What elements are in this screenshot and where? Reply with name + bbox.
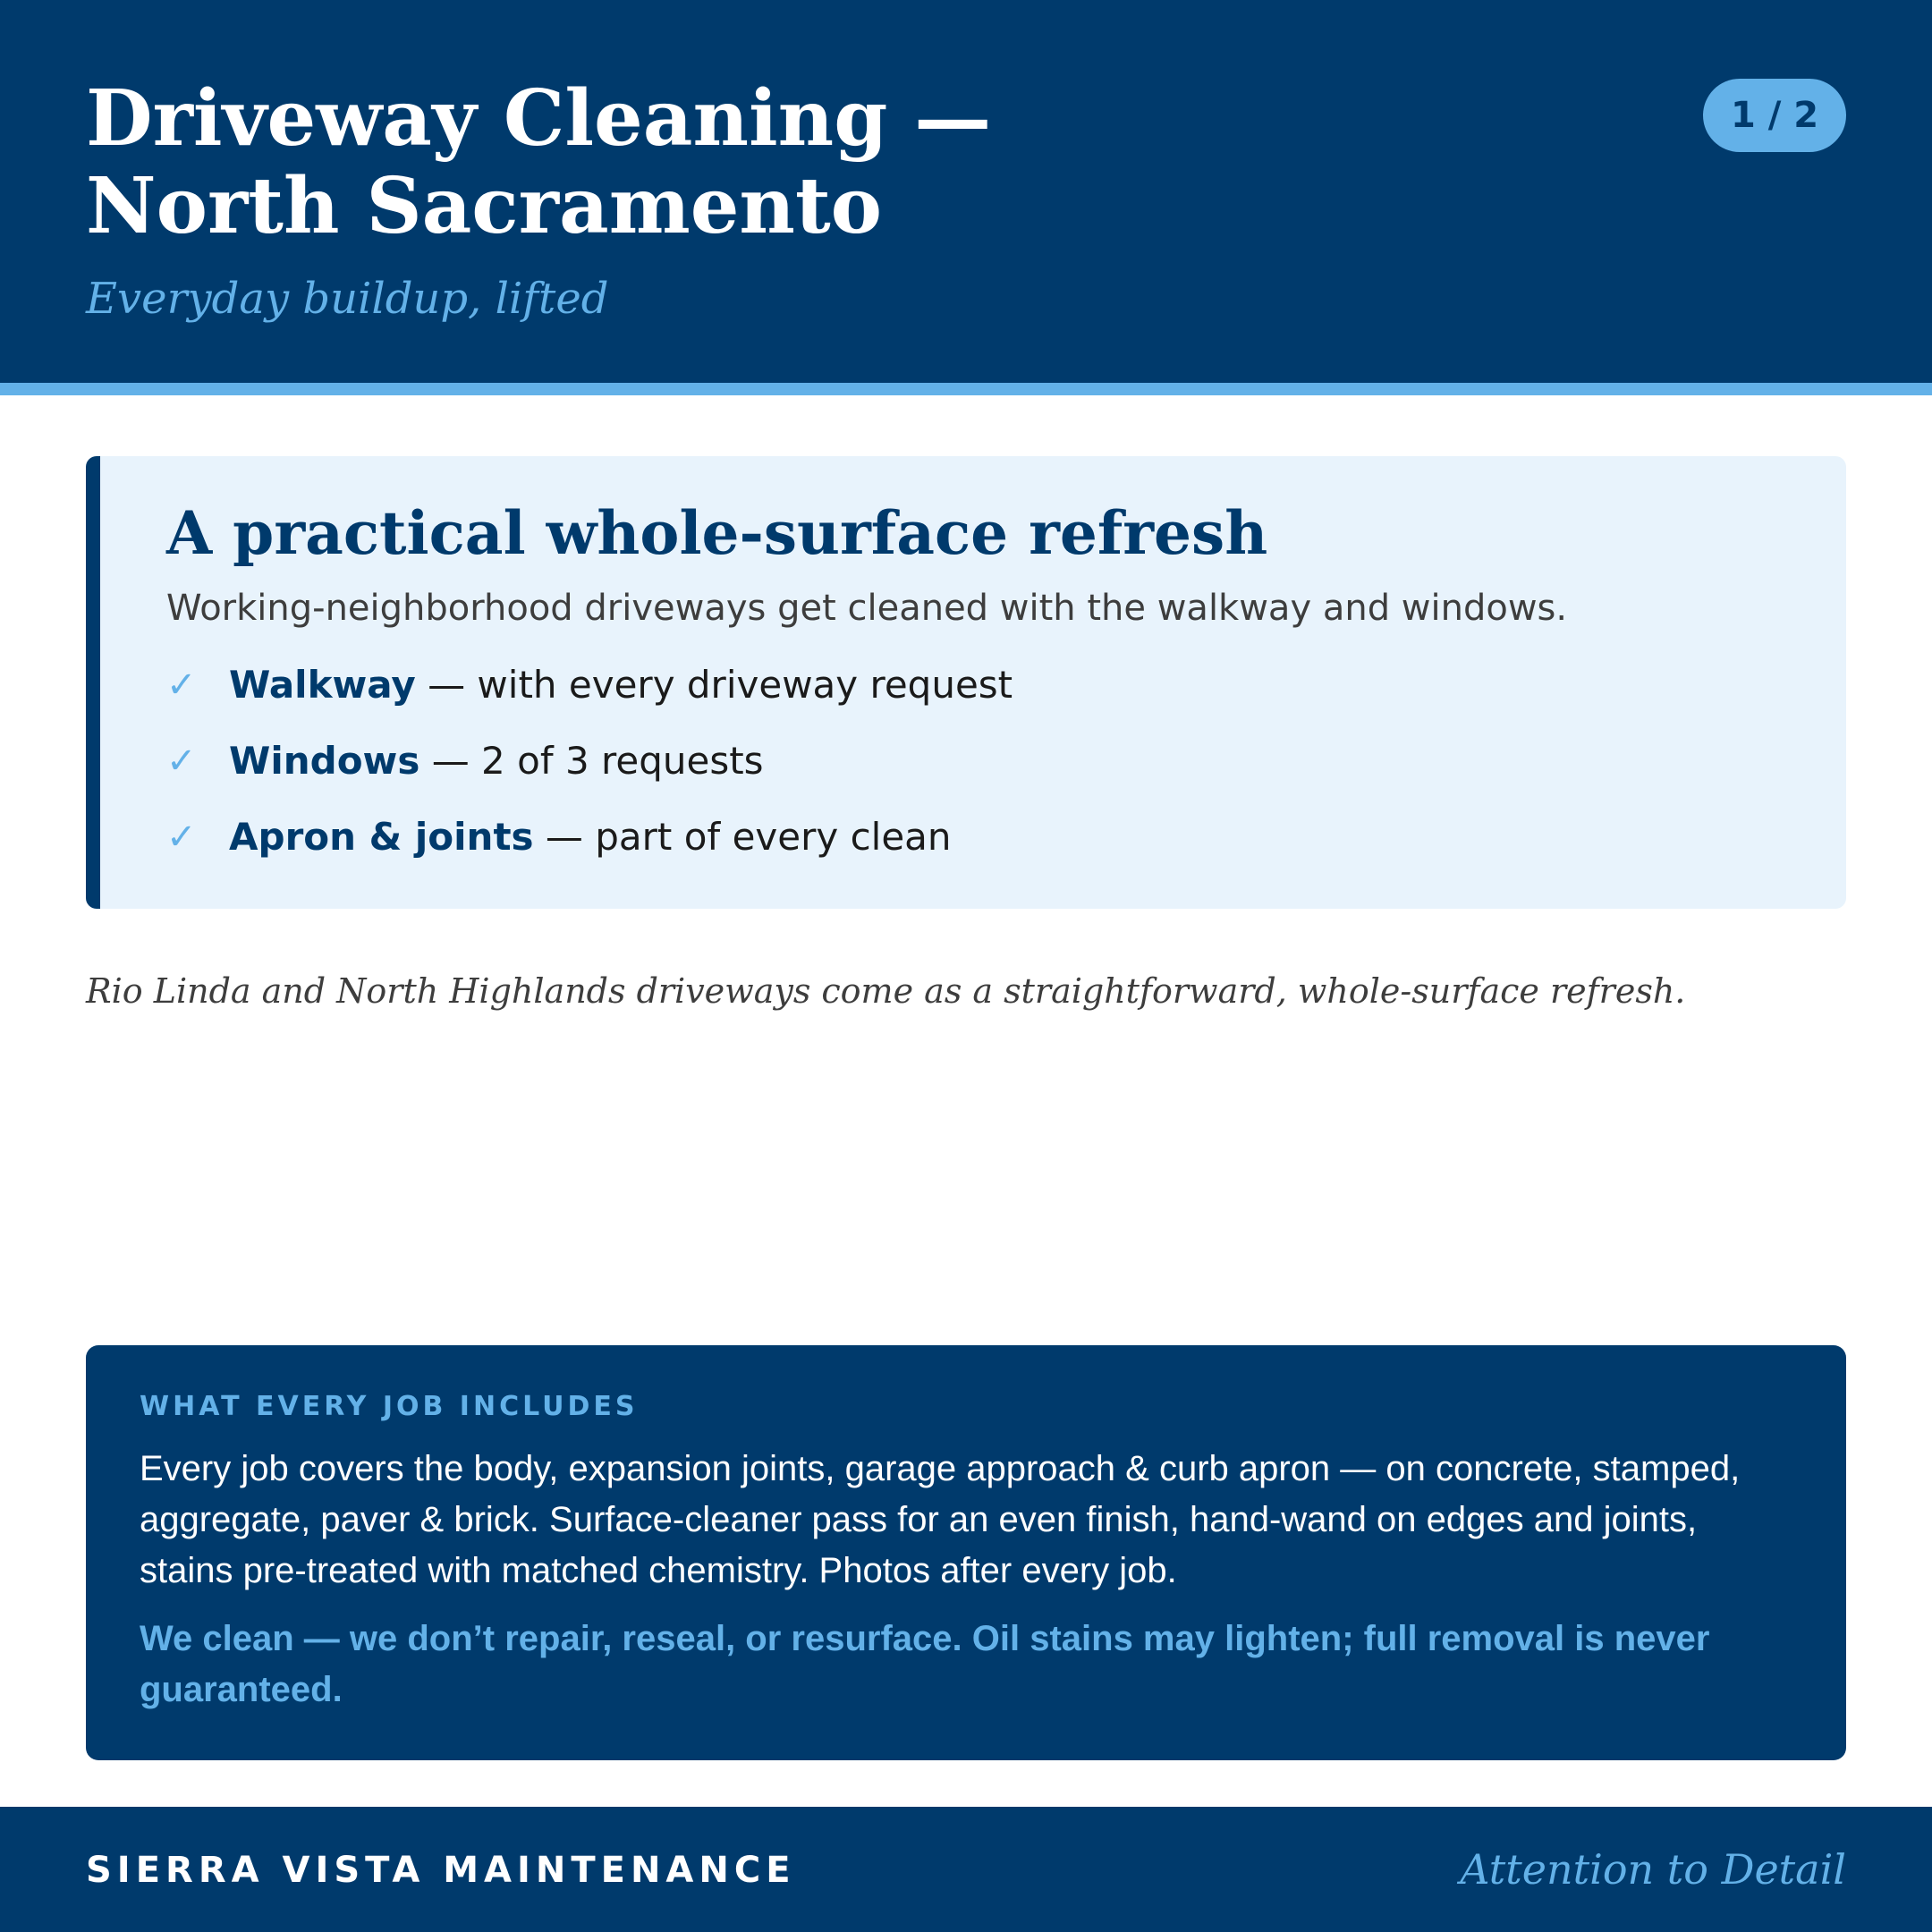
footer-bar: [0, 1807, 1932, 1932]
brand-tagline: Attention to Detail: [1460, 1845, 1846, 1894]
title-line: North Sacramento: [86, 161, 883, 251]
title-line: Driveway Cleaning —: [86, 73, 992, 164]
includes-disclaimer: [140, 1614, 1803, 1716]
header-banner: [0, 0, 1932, 383]
includes-panel: [86, 1345, 1846, 1760]
list-item: [166, 734, 1013, 810]
list-item: [166, 658, 1013, 734]
disclaimer-line: We clean — we don’t repair, reseal, or resurface. Oil stains may lighten; full removal is never: [140, 1619, 1710, 1658]
feature-lead: Working-neighborhood driveways get cleaned with the walkway and windows.: [166, 588, 1568, 629]
checkmark-icon: ✓: [166, 741, 197, 782]
list-item-label: Walkway: [229, 663, 416, 707]
list-item-detail: — part of every clean: [533, 815, 952, 859]
list-item-detail: — with every driveway request: [415, 663, 1013, 707]
includes-body-line: Every job covers the body, expansion joints, garage approach & curb apron — on concrete, stamped,: [140, 1449, 1741, 1488]
feature-heading: A practical whole-surface refresh: [166, 498, 1268, 568]
checkmark-icon: ✓: [166, 665, 197, 706]
disclaimer-line: guaranteed.: [140, 1670, 343, 1709]
service-area-note: Rio Linda and North Highlands driveways come as a straightforward, whole-surface refresh.: [86, 971, 1686, 1011]
list-item-detail: — 2 of 3 requests: [419, 739, 764, 783]
feature-list: [166, 658, 1013, 886]
checkmark-icon: ✓: [166, 817, 197, 858]
includes-body: [140, 1444, 1803, 1597]
brand-name: SIERRA VISTA MAINTENANCE: [86, 1850, 796, 1891]
list-item-label: Apron & joints: [229, 815, 534, 859]
page-subtitle: Everyday buildup, lifted: [86, 274, 609, 324]
header-accent-stripe: [0, 383, 1932, 395]
list-item: [166, 810, 1013, 886]
feature-panel: [86, 456, 1846, 909]
page-indicator-badge: 1 / 2: [1703, 79, 1846, 152]
includes-body-line: aggregate, paver & brick. Surface-cleaner pass for an even finish, hand-wand on edges and joints,: [140, 1500, 1698, 1539]
page-title: [86, 75, 1428, 250]
includes-label: WHAT EVERY JOB INCLUDES: [140, 1391, 639, 1422]
list-item-label: Windows: [229, 739, 420, 783]
includes-body-line: stains pre-treated with matched chemistry. Photos after every job.: [140, 1551, 1177, 1590]
